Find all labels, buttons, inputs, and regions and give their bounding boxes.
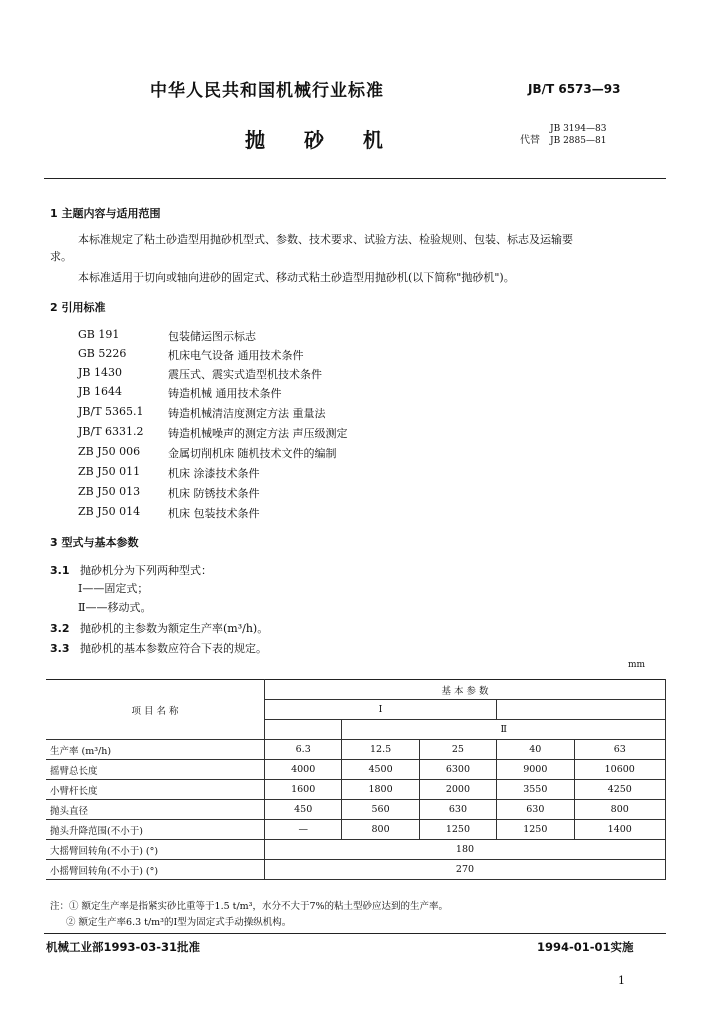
document-title: 抛 砂 机	[245, 128, 399, 152]
ref-title: 机床 涂漆技术条件	[168, 467, 260, 480]
ref-title: 震压式、震实式造型机技术条件	[168, 368, 322, 381]
ref-code: GB 5226	[78, 347, 127, 360]
table-row	[46, 740, 666, 760]
table-cell: 1250	[419, 820, 496, 840]
row-label: 小臂杆长度	[46, 780, 265, 800]
ref-code: ZB J50 014	[78, 505, 141, 518]
table-cell: 12.5	[342, 740, 419, 760]
paragraph: 求。	[50, 250, 72, 263]
ref-code: JB 1644	[78, 385, 122, 398]
table-row	[46, 800, 666, 820]
table-note: ② 额定生产率6.3 t/m³的Ⅰ型为固定式手动操纵机构。	[66, 917, 292, 928]
type-1-header: Ⅰ	[265, 700, 497, 720]
footer-rule	[44, 933, 666, 934]
table-unit: mm	[628, 660, 646, 670]
parameter-table	[46, 679, 666, 880]
clause-text: 抛砂机的基本参数应符合下表的规定。	[80, 642, 267, 655]
paragraph: 本标准规定了粘土砂造型用抛砂机型式、参数、技术要求、试验方法、检验规则、包装、标志及运输要	[78, 233, 573, 246]
table-cell: 1250	[497, 820, 574, 840]
effective-date: 1994-01-01实施	[537, 940, 634, 954]
clause-3-3	[50, 640, 267, 656]
ref-code: ZB J50 013	[78, 485, 141, 498]
table-cell: 4250	[574, 780, 666, 800]
section-heading: 2 引用标准	[50, 301, 106, 314]
item-header: 项 目 名 称	[46, 680, 265, 740]
clause-text: 抛砂机分为下列两种型式：	[80, 564, 212, 577]
table-cell: 1800	[342, 780, 419, 800]
type-2-header: Ⅱ	[342, 720, 666, 740]
ref-title: 机床 防锈技术条件	[168, 487, 260, 500]
table-cell: 800	[574, 800, 666, 820]
clause-text: 抛砂机的主参数为额定生产率(m³/h)。	[80, 622, 269, 635]
table-cell: 2000	[419, 780, 496, 800]
table-cell: 6300	[419, 760, 496, 780]
standard-number: JB/T 6573—93	[528, 82, 621, 96]
section-heading: 1 主题内容与适用范围	[50, 207, 161, 220]
table-row	[46, 840, 666, 860]
ref-code: JB/T 6331.2	[78, 425, 144, 438]
ref-code: ZB J50 011	[78, 465, 141, 478]
ref-title: 包装储运图示标志	[168, 330, 256, 343]
page-number: 1	[618, 974, 625, 987]
replaced-standard: JB 2885—81	[550, 136, 607, 146]
replaced-standard: JB 3194—83	[550, 124, 607, 134]
table-cell: 10600	[574, 760, 666, 780]
row-label: 大摇臂回转角(不小于) (°)	[46, 840, 265, 860]
table-cell: 1400	[574, 820, 666, 840]
header-rule	[44, 178, 666, 179]
ref-title: 铸造机械清洁度测定方法 重量法	[168, 407, 326, 420]
ref-title: 机床电气设备 通用技术条件	[168, 349, 304, 362]
table-cell: 270	[265, 860, 666, 880]
ref-title: 金属切削机床 随机技术文件的编制	[168, 447, 337, 460]
table-cell: —	[265, 820, 342, 840]
group-header: 基 本 参 数	[265, 680, 666, 700]
table-cell: 25	[419, 740, 496, 760]
paragraph: 本标准适用于切向或轴向进砂的固定式、移动式粘土砂造型用抛砂机(以下简称"抛砂机")。	[78, 271, 515, 284]
clause-3-1	[50, 562, 212, 578]
table-cell: 4000	[265, 760, 342, 780]
table-note: 注：① 额定生产率是指紧实砂比重等于1.5 t/m³，水分不大于7%的粘土型砂应达到的生产率。	[50, 901, 449, 912]
row-label: 生产率 (m³/h)	[46, 740, 265, 760]
table-cell: 40	[497, 740, 574, 760]
table-row	[46, 760, 666, 780]
type-1-header-blank	[497, 700, 666, 720]
replaces-label: 代替	[520, 135, 540, 146]
row-label: 小摇臂回转角(不小于) (°)	[46, 860, 265, 880]
table-cell: 180	[265, 840, 666, 860]
ref-code: ZB J50 006	[78, 445, 141, 458]
table-cell: 6.3	[265, 740, 342, 760]
clause-number: 3.2	[50, 622, 70, 635]
type-header-blank	[265, 720, 342, 740]
row-label: 摇臂总长度	[46, 760, 265, 780]
clause-number: 3.1	[50, 564, 70, 577]
clause-3-2	[50, 620, 268, 636]
table-cell: 9000	[497, 760, 574, 780]
ref-code: JB 1430	[78, 366, 122, 379]
table-cell: 630	[497, 800, 574, 820]
ref-title: 机床 包装技术条件	[168, 507, 260, 520]
ref-code: JB/T 5365.1	[78, 405, 144, 418]
clause-number: 3.3	[50, 642, 70, 655]
ref-title: 铸造机械噪声的测定方法 声压级测定	[168, 427, 348, 440]
ref-code: GB 191	[78, 328, 120, 341]
table-cell: 560	[342, 800, 419, 820]
type-item: Ⅰ——固定式；	[78, 582, 149, 595]
type-item: Ⅱ——移动式。	[78, 601, 152, 614]
approval-date: 机械工业部1993-03-31批准	[46, 940, 201, 954]
section-heading: 3 型式与基本参数	[50, 536, 139, 549]
table-cell: 450	[265, 800, 342, 820]
org-title: 中华人民共和国机械行业标准	[150, 81, 384, 101]
table-cell: 4500	[342, 760, 419, 780]
table-cell: 3550	[497, 780, 574, 800]
table-row	[46, 820, 666, 840]
row-label: 抛头升降范围(不小于)	[46, 820, 265, 840]
row-label: 抛头直径	[46, 800, 265, 820]
table-cell: 1600	[265, 780, 342, 800]
table-cell: 800	[342, 820, 419, 840]
table-row	[46, 780, 666, 800]
table-cell: 630	[419, 800, 496, 820]
table-cell: 63	[574, 740, 666, 760]
table-row	[46, 860, 666, 880]
ref-title: 铸造机械 通用技术条件	[168, 387, 282, 400]
